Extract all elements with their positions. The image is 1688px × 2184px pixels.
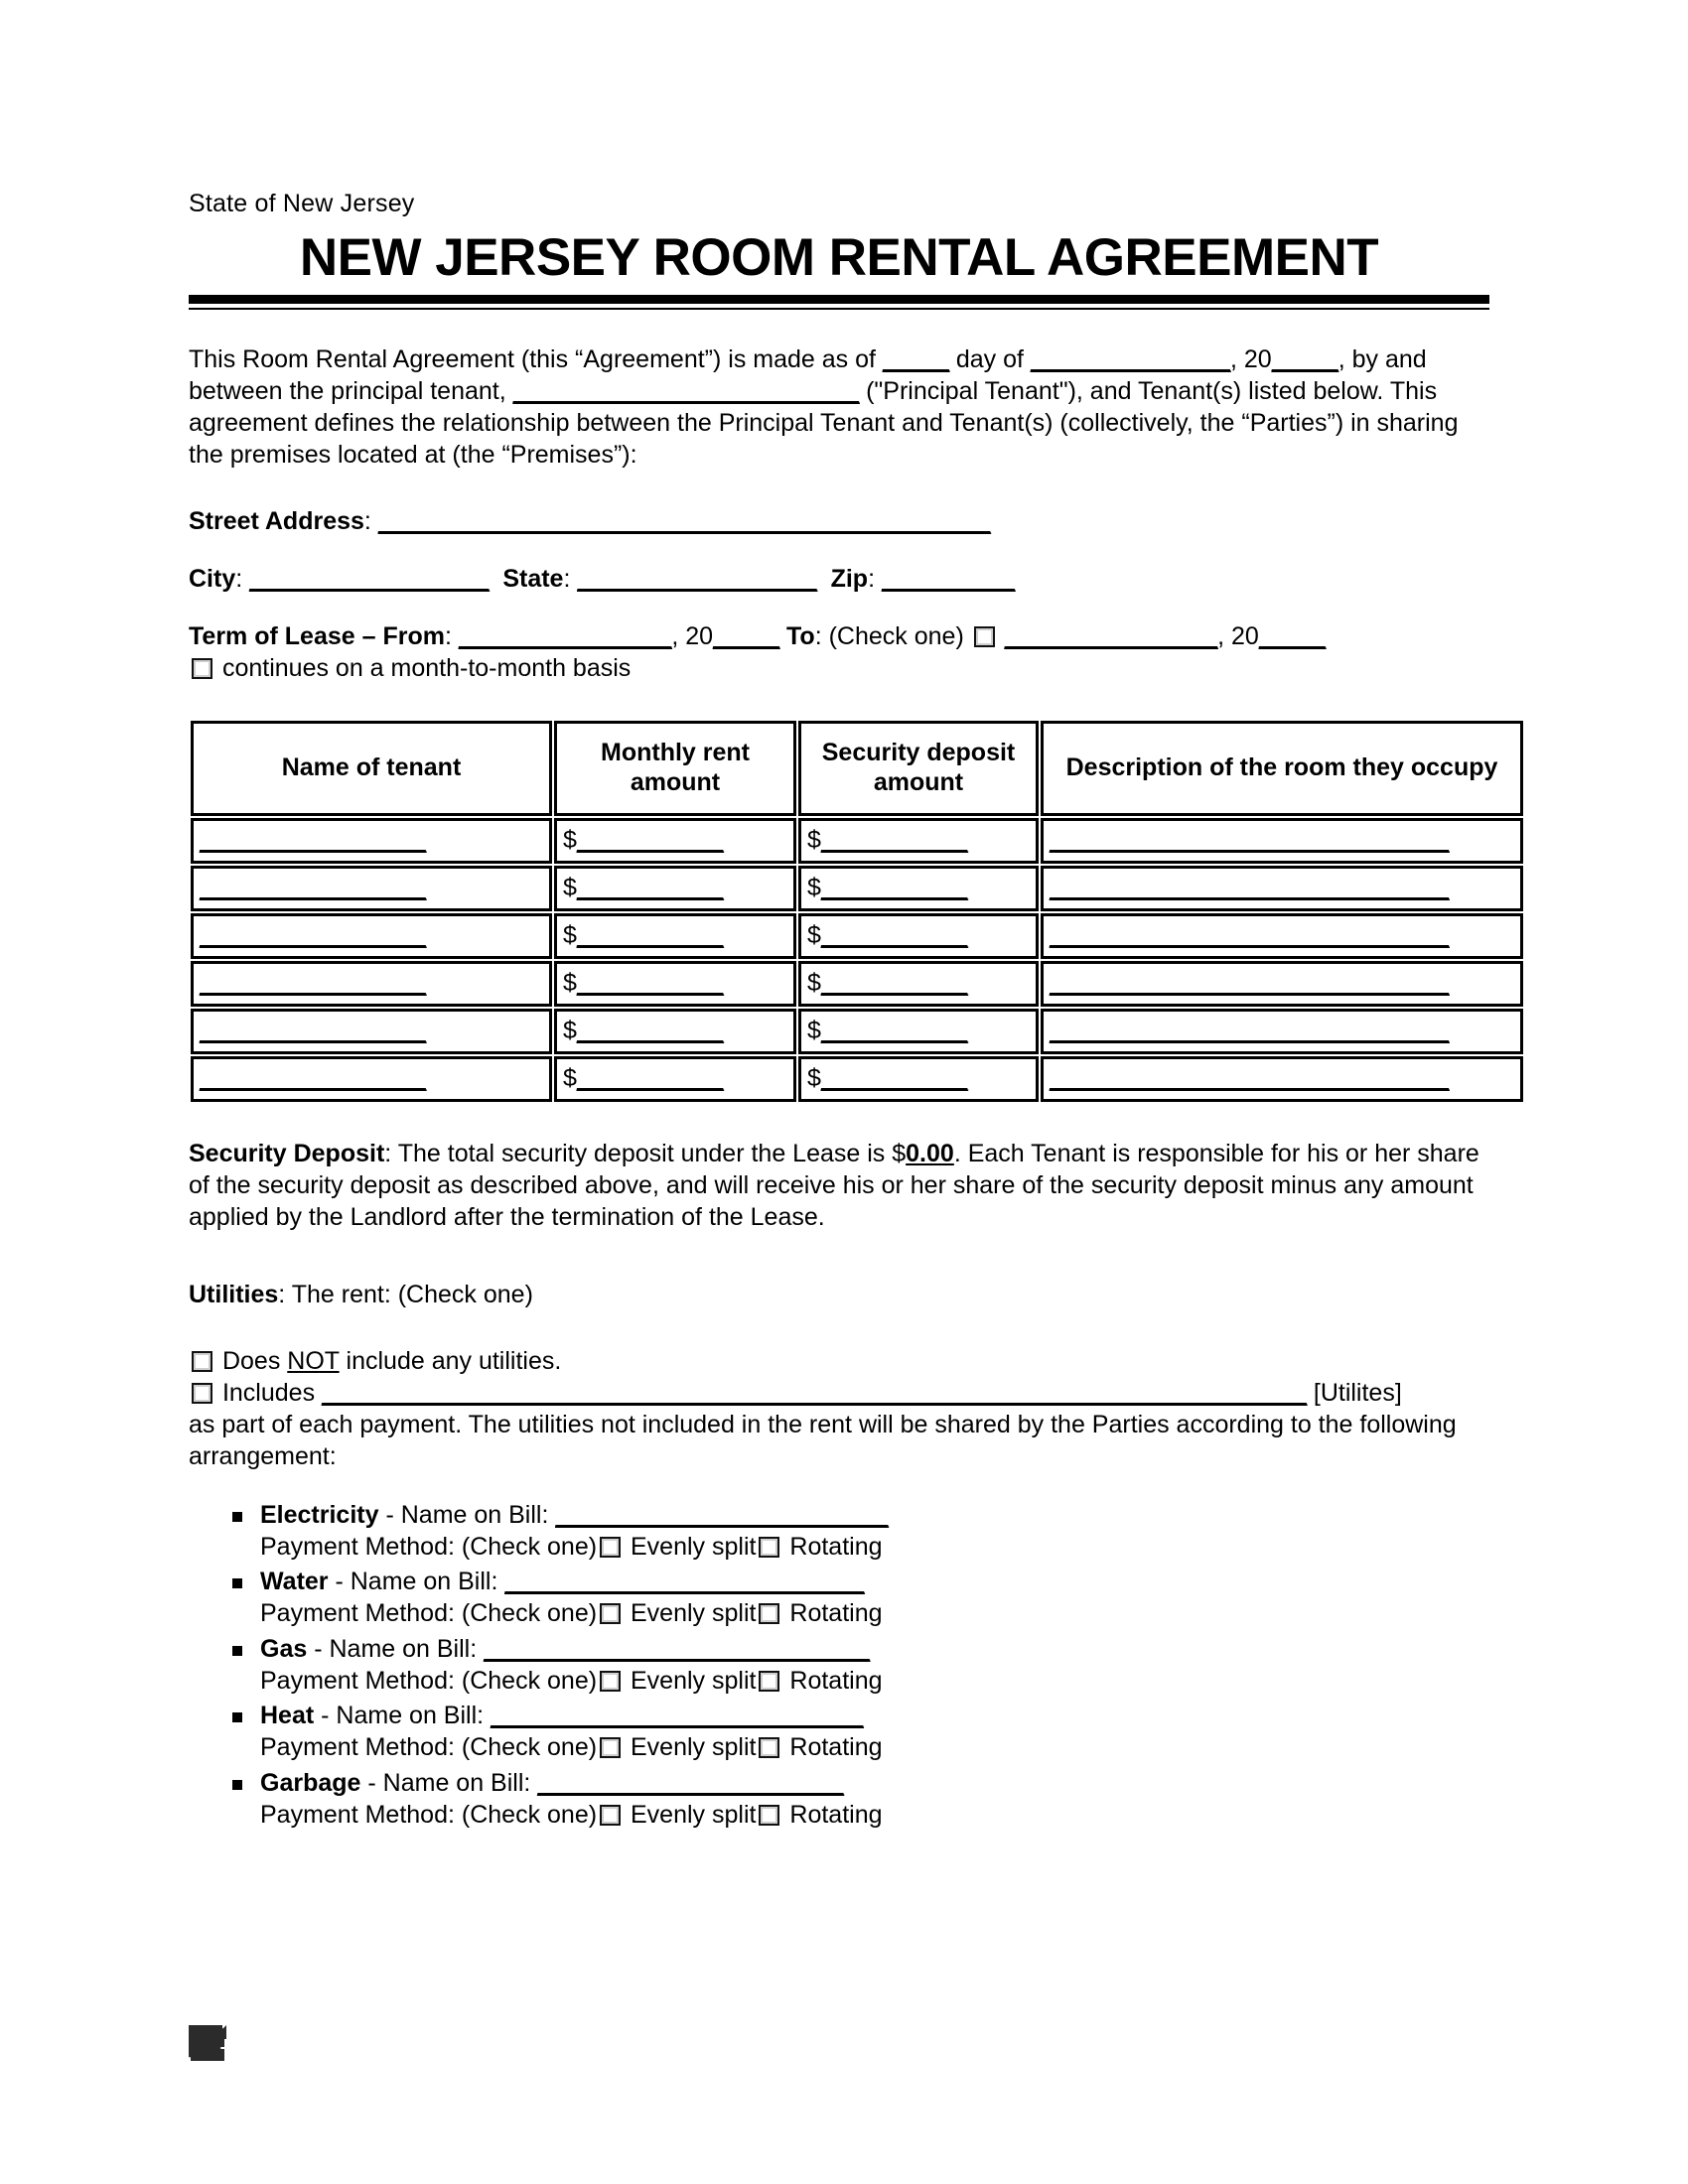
cell-room-description[interactable]: ______________________________ — [1041, 1056, 1523, 1102]
cell-room-description[interactable]: ______________________________ — [1041, 1009, 1523, 1054]
intro-text-5: ("Principal Tenant"), and Tenant(s) listed below. This agreement defines the relationship between the Principal Tenant and Tenant(s) (collectively, the “Parties”) in sharing the premises located at (the “Premises”): — [189, 376, 1459, 470]
utility-name: Heat — [260, 1702, 315, 1730]
cell-security-deposit[interactable]: $___________ — [798, 818, 1039, 864]
evenly-split-label: Evenly split — [624, 1599, 757, 1628]
name-on-bill-label: - Name on Bill: — [360, 1768, 538, 1797]
year-blank[interactable]: _____ — [1271, 344, 1338, 373]
checkbox-evenly-split[interactable] — [600, 1805, 621, 1826]
option-includes-pre: Includes — [221, 1378, 316, 1407]
included-utilities-blank[interactable]: __________________________________________________________________________ — [322, 1378, 1307, 1407]
column-header-monthly-rent: Monthly rent amount — [554, 721, 796, 816]
rotating-label: Rotating — [782, 1666, 883, 1695]
street-address-label: Street Address — [189, 506, 364, 535]
column-header-description: Description of the room they occupy — [1041, 721, 1523, 816]
cell-monthly-rent[interactable]: $___________ — [554, 866, 796, 911]
name-on-bill-blank[interactable]: _______________________ — [537, 1768, 844, 1797]
cell-room-description[interactable]: ______________________________ — [1041, 961, 1523, 1007]
bullet-square-icon — [232, 1646, 242, 1656]
evenly-split-label: Evenly split — [624, 1800, 757, 1829]
cell-tenant-name[interactable]: _________________ — [191, 1056, 552, 1102]
name-on-bill-blank[interactable]: ___________________________ — [504, 1568, 865, 1596]
bullet-square-icon — [232, 1712, 242, 1722]
security-deposit-paragraph — [189, 1138, 1489, 1234]
checkbox-includes-utilities[interactable] — [192, 1383, 212, 1404]
city-label: City — [189, 564, 236, 593]
rotating-label: Rotating — [782, 1532, 883, 1561]
utilities-after-text: as part of each payment. The utilities not included in the rent will be shared by the Parties according to the following arrangement: — [189, 1411, 1457, 1471]
cell-tenant-name[interactable]: _________________ — [191, 866, 552, 911]
utility-item-electricity — [260, 1499, 1489, 1564]
name-on-bill-label: - Name on Bill: — [328, 1568, 505, 1596]
cell-monthly-rent[interactable]: $___________ — [554, 1009, 796, 1054]
legal-templates-logo-icon — [189, 2025, 240, 2077]
intro-text-1: This Room Rental Agreement (this “Agreement”) is made as of — [189, 344, 883, 373]
street-address-blank[interactable]: ______________________________________________ — [377, 506, 991, 535]
rotating-label: Rotating — [782, 1599, 883, 1628]
option-not-emphasis: NOT — [287, 1346, 340, 1375]
lease-to-blank[interactable]: ________________ — [1004, 622, 1218, 651]
lease-from-year-blank[interactable]: _____ — [713, 622, 780, 651]
checkbox-rotating[interactable] — [759, 1671, 779, 1692]
checkbox-evenly-split[interactable] — [600, 1603, 621, 1624]
lease-from-year-text: , 20 — [671, 622, 714, 651]
principal-tenant-blank[interactable]: __________________________ — [512, 376, 860, 405]
option-not-post: include any utilities. — [339, 1346, 562, 1375]
day-blank[interactable]: _____ — [882, 344, 949, 373]
rotating-label: Rotating — [782, 1800, 883, 1829]
document-content — [189, 189, 1498, 1834]
zip-label: Zip — [830, 564, 869, 593]
table-row — [191, 961, 1523, 1007]
table-row — [191, 818, 1523, 864]
lease-to-year-text: , 20 — [1217, 622, 1259, 651]
title-divider — [189, 295, 1489, 310]
zip-blank[interactable]: __________ — [881, 564, 1016, 593]
utility-item-garbage — [260, 1767, 1489, 1832]
tenants-table — [189, 719, 1525, 1104]
intro-text-2: day of — [948, 344, 1031, 373]
name-on-bill-blank[interactable]: _____________________________ — [484, 1634, 870, 1663]
page-title: NEW JERSEY ROOM RENTAL AGREEMENT — [299, 228, 1379, 287]
checkbox-rotating[interactable] — [759, 1603, 779, 1624]
term-of-lease-label: Term of Lease – From — [189, 622, 445, 651]
cell-room-description[interactable]: ______________________________ — [1041, 913, 1523, 959]
cell-tenant-name[interactable]: _________________ — [191, 913, 552, 959]
payment-method-label: Payment Method: (Check one) — [260, 1733, 598, 1762]
table-body — [191, 818, 1523, 1102]
evenly-split-label: Evenly split — [624, 1532, 757, 1561]
security-deposit-text-2: . Each Tenant is responsible for his or her share of the security deposit as described above, and will receive his or her share of the security deposit minus any amount applied by the Landlord after the termination of the Lease. — [189, 1139, 1479, 1232]
table-row — [191, 1009, 1523, 1054]
checkbox-rotating[interactable] — [759, 1537, 779, 1558]
utility-name: Garbage — [260, 1768, 361, 1797]
cell-security-deposit[interactable]: $___________ — [798, 1009, 1039, 1054]
payment-method-label: Payment Method: (Check one) — [260, 1532, 598, 1561]
cell-security-deposit[interactable]: $___________ — [798, 1056, 1039, 1102]
utility-item-gas — [260, 1633, 1489, 1698]
state-label: State — [502, 564, 564, 593]
utilities-option-includes-row — [189, 1377, 1489, 1409]
lease-to-year-blank[interactable]: _____ — [1258, 622, 1326, 651]
security-deposit-text-1: : The total security deposit under the Lease is $ — [384, 1139, 907, 1167]
checkbox-lease-end-date[interactable] — [974, 626, 995, 647]
table-header-row — [191, 721, 1523, 816]
evenly-split-label: Evenly split — [624, 1666, 757, 1695]
utility-item-water — [260, 1566, 1489, 1630]
checkbox-evenly-split[interactable] — [600, 1671, 621, 1692]
cell-room-description[interactable]: ______________________________ — [1041, 866, 1523, 911]
name-on-bill-blank[interactable]: ____________________________ — [491, 1702, 864, 1730]
utilities-intro-text: : The rent: (Check one) — [278, 1281, 533, 1309]
utility-name: Electricity — [260, 1500, 379, 1529]
cell-room-description[interactable]: ______________________________ — [1041, 818, 1523, 864]
street-address-row: Street Address: ______________________________________________ — [189, 506, 991, 535]
bullet-square-icon — [232, 1512, 242, 1522]
utility-name: Water — [260, 1568, 329, 1596]
checkbox-month-to-month[interactable] — [192, 658, 212, 679]
rotating-label: Rotating — [782, 1733, 883, 1762]
month-to-month-label: continues on a month-to-month basis — [221, 654, 632, 683]
security-deposit-label: Security Deposit — [189, 1139, 385, 1167]
city-state-zip-row: City: __________________ State: __________________ Zip: __________ — [189, 564, 1016, 593]
state-blank[interactable]: __________________ — [577, 564, 817, 593]
utilities-list — [189, 1499, 1489, 1832]
term-of-lease-row: Term of Lease – From: ________________, 20_____ To: (Check one) ________________, 20_____ continues on a month-to-month basis — [189, 622, 1326, 683]
cell-monthly-rent[interactable]: $___________ — [554, 913, 796, 959]
cell-tenant-name[interactable]: _________________ — [191, 818, 552, 864]
name-on-bill-label: - Name on Bill: — [314, 1702, 492, 1730]
name-on-bill-label: - Name on Bill: — [307, 1634, 485, 1663]
utilities-label: Utilities — [189, 1281, 279, 1309]
month-blank[interactable]: _______________ — [1030, 344, 1230, 373]
table-row — [191, 913, 1523, 959]
security-deposit-amount[interactable]: 0.00 — [906, 1139, 954, 1167]
lease-from-blank[interactable]: ________________ — [458, 622, 672, 651]
utilities-option-not-row — [189, 1345, 1489, 1377]
checkbox-rotating[interactable] — [759, 1737, 779, 1758]
payment-method-label: Payment Method: (Check one) — [260, 1800, 598, 1829]
cell-security-deposit[interactable]: $___________ — [798, 913, 1039, 959]
option-includes-post: [Utilites] — [1313, 1378, 1402, 1407]
checkbox-rotating[interactable] — [759, 1805, 779, 1826]
option-not-pre: Does — [221, 1346, 288, 1375]
cell-security-deposit[interactable]: $___________ — [798, 961, 1039, 1007]
bullet-square-icon — [232, 1780, 242, 1790]
lease-to-label: To — [786, 622, 815, 651]
table-row — [191, 866, 1523, 911]
cell-tenant-name[interactable]: _________________ — [191, 961, 552, 1007]
column-header-security-deposit: Security deposit amount — [798, 721, 1039, 816]
city-blank[interactable]: __________________ — [249, 564, 490, 593]
name-on-bill-blank[interactable]: _________________________ — [555, 1500, 889, 1529]
lease-check-one-text: : (Check one) — [814, 622, 964, 651]
cell-monthly-rent[interactable]: $___________ — [554, 818, 796, 864]
intro-paragraph — [189, 343, 1489, 472]
checkbox-evenly-split[interactable] — [600, 1737, 621, 1758]
utility-name: Gas — [260, 1634, 308, 1663]
intro-text-4: , by and between the principal tenant, — [189, 344, 1427, 405]
payment-method-label: Payment Method: (Check one) — [260, 1599, 598, 1628]
utility-item-heat — [260, 1700, 1489, 1764]
table-row — [191, 1056, 1523, 1102]
checkbox-no-utilities[interactable] — [192, 1351, 212, 1372]
cell-tenant-name[interactable]: _________________ — [191, 1009, 552, 1054]
utilities-heading — [189, 1279, 1489, 1310]
state-line: State of New Jersey — [189, 190, 415, 217]
cell-security-deposit[interactable]: $___________ — [798, 866, 1039, 911]
cell-monthly-rent[interactable]: $___________ — [554, 961, 796, 1007]
bullet-square-icon — [232, 1578, 242, 1588]
column-header-name: Name of tenant — [191, 721, 552, 816]
intro-text-3: , 20 — [1229, 344, 1272, 373]
evenly-split-label: Evenly split — [624, 1733, 757, 1762]
payment-method-label: Payment Method: (Check one) — [260, 1666, 598, 1695]
cell-monthly-rent[interactable]: $___________ — [554, 1056, 796, 1102]
checkbox-evenly-split[interactable] — [600, 1537, 621, 1558]
name-on-bill-label: - Name on Bill: — [378, 1500, 556, 1529]
